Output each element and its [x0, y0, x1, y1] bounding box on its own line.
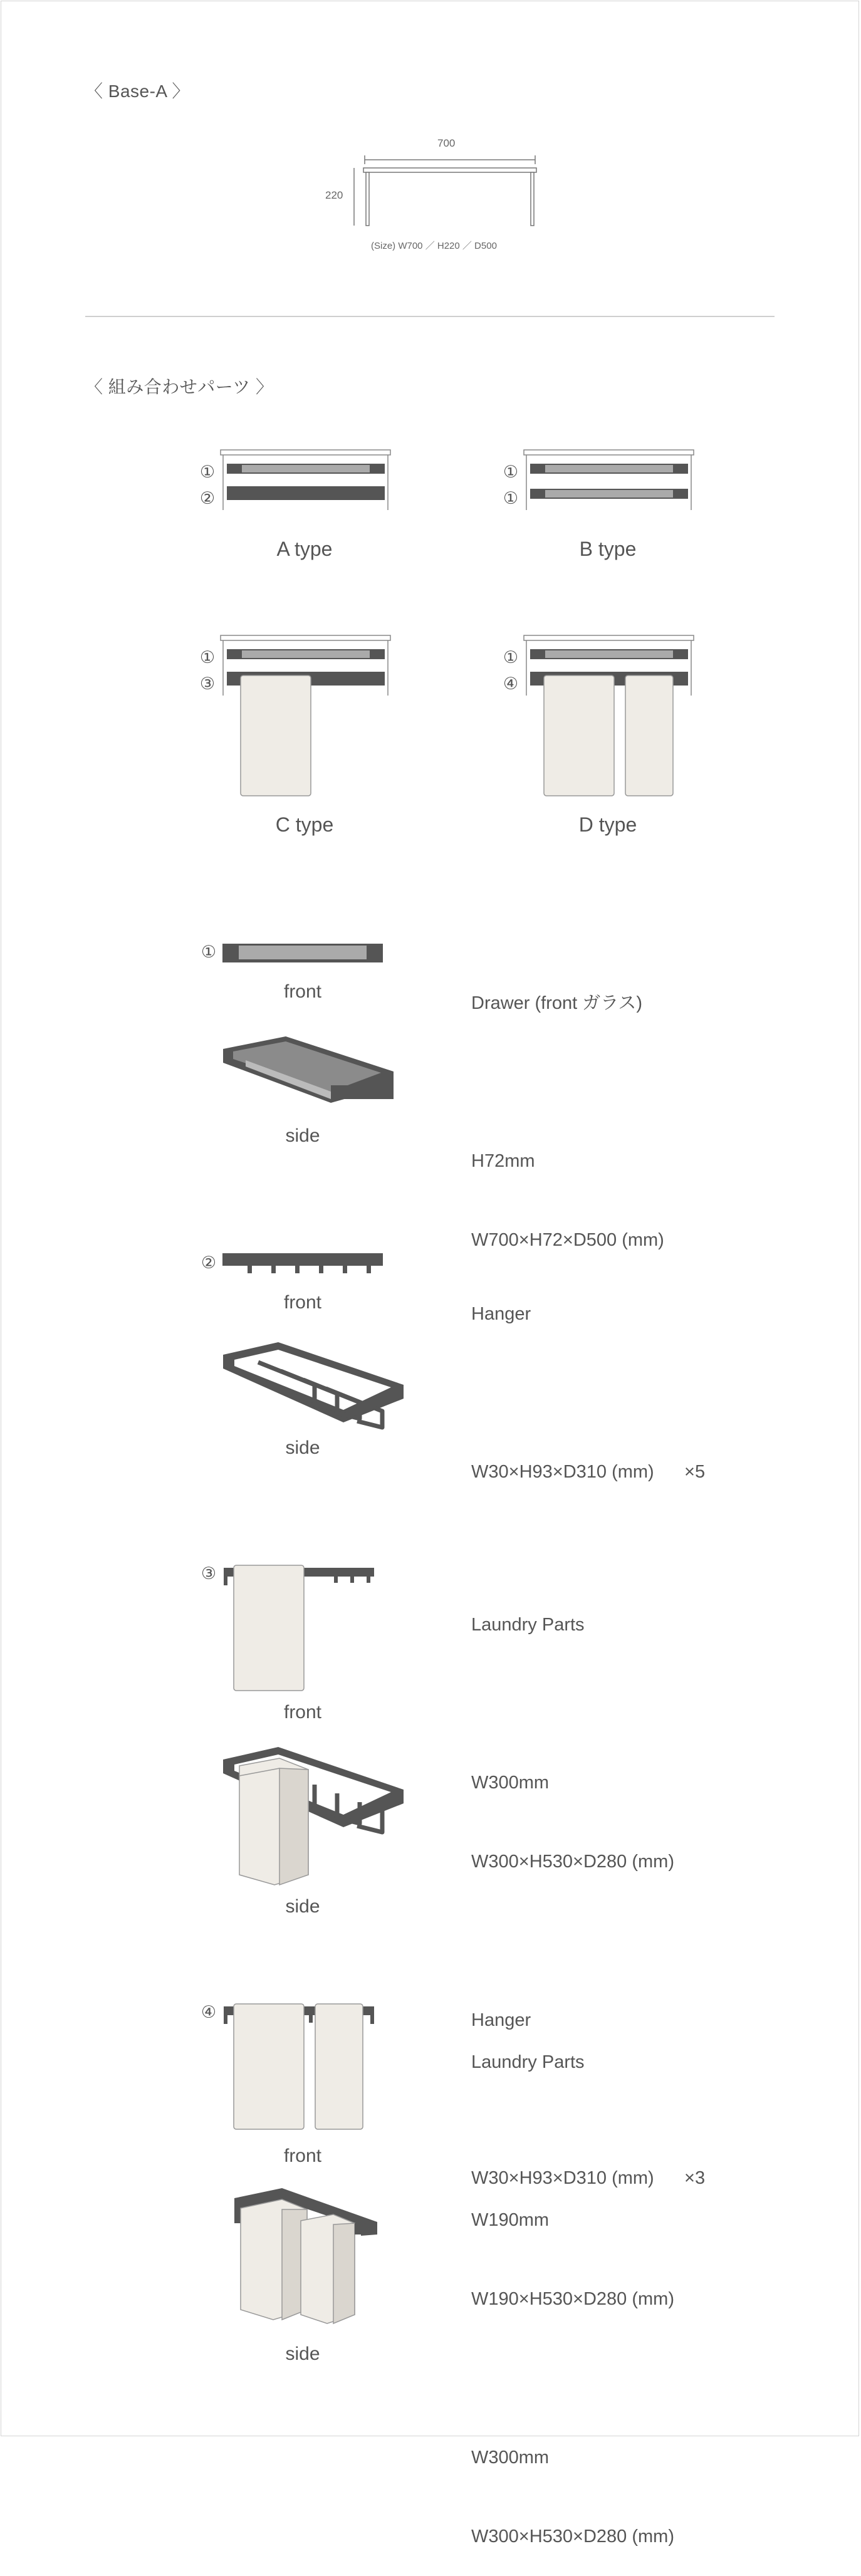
- type-b-label: B type: [579, 538, 637, 560]
- part4-desc-line2: [471, 2128, 674, 2154]
- type-a-row2-number: ②: [199, 489, 216, 508]
- type-a-illustration: [219, 449, 392, 511]
- type-d-row1-number: ①: [503, 648, 519, 667]
- part3-desc-line5: [471, 1928, 705, 1954]
- part1-front-drawing: [222, 941, 385, 966]
- type-c-row1-number: ①: [199, 648, 216, 667]
- part1-desc-line1: Drawer (front ガラス): [471, 993, 643, 1014]
- type-b-illustration: [523, 449, 695, 511]
- part4-desc-line6: W300mm: [471, 2447, 550, 2468]
- section-divider: [85, 316, 775, 317]
- part3-desc-line4: W300×H530×D280 (mm): [471, 1852, 674, 1872]
- part4-side-drawing: [232, 2186, 382, 2330]
- part4-description: [471, 1996, 674, 2576]
- part3-front-label: front: [283, 1702, 322, 1723]
- part2-desc-line2: [471, 1380, 705, 1406]
- base-size-note: (Size) W700 ／ H220 ／ D500: [371, 241, 497, 251]
- type-c-row2-number: ③: [199, 674, 216, 693]
- page-frame: [1, 1, 859, 2436]
- part1-number: ①: [201, 942, 217, 961]
- part2-side-label: side: [285, 1437, 320, 1458]
- part4-front-label: front: [283, 2146, 322, 2166]
- type-b-row2-number: ①: [503, 489, 519, 508]
- type-d-illustration: [523, 634, 695, 797]
- type-c-label: C type: [275, 813, 334, 836]
- type-b-row1-number: ①: [503, 462, 519, 481]
- part1-side-drawing: [221, 1034, 396, 1115]
- part1-desc-line3: H72mm: [471, 1151, 535, 1172]
- part4-number: ④: [201, 2003, 217, 2021]
- part2-front-label: front: [283, 1292, 322, 1313]
- part2-front-drawing: [222, 1252, 385, 1277]
- part3-number: ③: [201, 1564, 217, 1583]
- part3-desc-line8: W30×H93×D310 (mm) ×3: [471, 2167, 706, 2188]
- part4-desc-line7: W300×H530×D280 (mm): [471, 2526, 674, 2547]
- part2-number: ②: [201, 1253, 217, 1272]
- part4-desc-line3: W190mm: [471, 2210, 550, 2231]
- part4-front-drawing: [222, 2001, 385, 2133]
- type-a-row1-number: ①: [199, 462, 216, 481]
- part4-desc-line5: [471, 2365, 674, 2392]
- type-c-illustration: [219, 634, 392, 797]
- part1-desc-line2: [471, 1069, 664, 1095]
- part4-desc-line4: W190×H530×D280 (mm): [471, 2289, 674, 2310]
- part3-side-label: side: [285, 1896, 320, 1917]
- base-heading: 〈 Base-A 〉: [85, 81, 190, 101]
- part4-desc-line1: Laundry Parts: [471, 2052, 585, 2073]
- part3-desc-line2: [471, 1691, 705, 1717]
- part4-side-label: side: [285, 2344, 320, 2364]
- part3-desc-line6: Hanger: [471, 2010, 531, 2030]
- part2-description: [471, 1248, 705, 1511]
- part3-desc-line3: W300mm: [471, 1773, 550, 1793]
- part1-desc-line4: W700×H72×D500 (mm): [471, 1230, 664, 1251]
- part3-side-drawing: [221, 1746, 409, 1890]
- type-d-label: D type: [578, 813, 637, 836]
- part2-desc-line1: Hanger: [471, 1304, 531, 1325]
- part1-side-label: side: [285, 1125, 320, 1146]
- base-height-value: 220: [325, 189, 343, 201]
- part1-front-label: front: [283, 981, 322, 1002]
- combo-heading: 〈 組み合わせパーツ 〉: [85, 377, 274, 397]
- type-a-label: A type: [276, 538, 333, 560]
- part2-side-drawing: [221, 1341, 409, 1435]
- part1-description: [471, 937, 664, 1280]
- part3-desc-line1: Laundry Parts: [471, 1615, 585, 1635]
- base-dimension-drawing: [351, 150, 551, 251]
- part2-desc-line3: W30×H93×D310 (mm) ×5: [471, 1462, 706, 1483]
- part3-front-drawing: [222, 1563, 385, 1694]
- base-width-value: 700: [437, 137, 456, 149]
- type-d-row2-number: ④: [503, 674, 519, 693]
